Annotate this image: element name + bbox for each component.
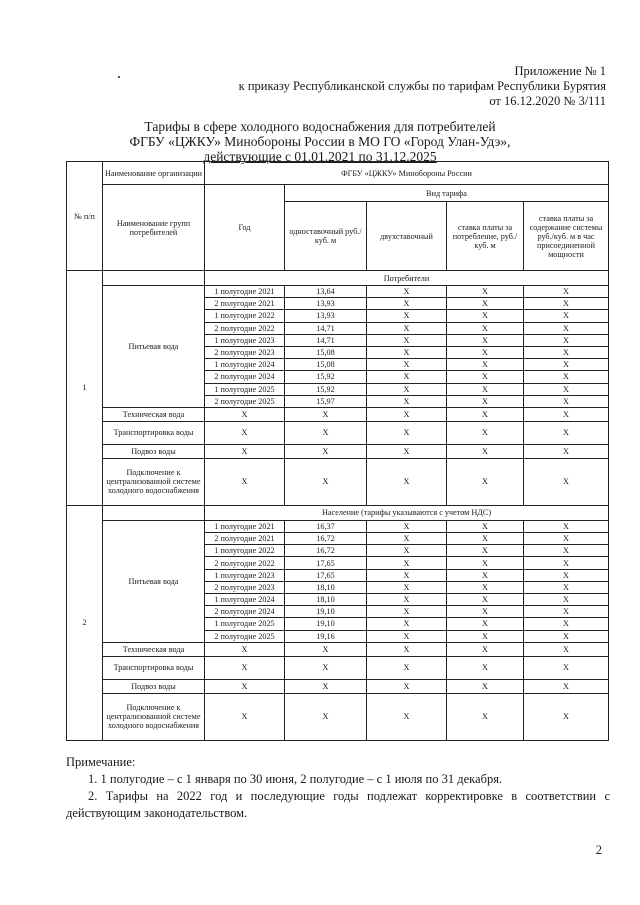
one-rate-value: 16,72 xyxy=(285,533,367,545)
consumption-rate-x: X xyxy=(447,581,524,593)
consumption-rate-x: X xyxy=(447,679,524,693)
capacity-rate-x: X xyxy=(524,383,609,395)
period-cell: 1 полугодие 2023 xyxy=(205,334,285,346)
one-rate-value: 15,08 xyxy=(285,359,367,371)
period-cell: 2 полугодие 2023 xyxy=(205,346,285,358)
year-x: X xyxy=(205,444,285,458)
notes-section xyxy=(66,754,610,822)
consumption-rate-x: X xyxy=(447,693,524,740)
capacity-rate-x: X xyxy=(524,581,609,593)
section-spacer-cell xyxy=(103,271,205,286)
capacity-rate-x: X xyxy=(524,630,609,642)
capacity-rate-x: X xyxy=(524,407,609,421)
service-row xyxy=(67,693,609,740)
capacity-rate-x: X xyxy=(524,545,609,557)
service-name: Подключение к централизованной системе холодного водоснабжения xyxy=(103,458,205,505)
capacity-rate-x: X xyxy=(524,334,609,346)
two-rate-x: X xyxy=(367,286,447,298)
one-rate-x: X xyxy=(285,642,367,656)
title-line-3: действующие с 01.01.2021 по 31.12.2025 xyxy=(203,149,437,164)
header-one-rate: одноставочный руб./ куб. м xyxy=(285,202,367,271)
consumption-rate-x: X xyxy=(447,569,524,581)
two-rate-x: X xyxy=(367,594,447,606)
period-cell: 2 полугодие 2024 xyxy=(205,606,285,618)
period-cell: 2 полугодие 2022 xyxy=(205,557,285,569)
service-row xyxy=(67,458,609,505)
section-number: 2 xyxy=(67,505,103,740)
one-rate-x: X xyxy=(285,421,367,444)
two-rate-x: X xyxy=(367,322,447,334)
one-rate-value: 15,92 xyxy=(285,371,367,383)
page-number: 2 xyxy=(595,843,602,857)
one-rate-value: 14,71 xyxy=(285,334,367,346)
section-spacer-cell xyxy=(103,505,205,520)
year-x: X xyxy=(205,421,285,444)
service-name: Транспортировка воды xyxy=(103,421,205,444)
consumption-rate-x: X xyxy=(447,395,524,407)
section-title-row xyxy=(67,271,609,286)
one-rate-value: 17,65 xyxy=(285,557,367,569)
one-rate-value: 16,37 xyxy=(285,520,367,532)
capacity-rate-x: X xyxy=(524,594,609,606)
appendix-reference xyxy=(239,64,606,109)
header-consumption-rate: ставка платы за потребление, руб./ куб. м xyxy=(447,202,524,271)
consumption-rate-x: X xyxy=(447,594,524,606)
tariff-row xyxy=(67,286,609,298)
capacity-rate-x: X xyxy=(524,569,609,581)
drinking-water-label: Питьевая вода xyxy=(103,286,205,408)
two-rate-x: X xyxy=(367,346,447,358)
period-cell: 1 полугодие 2021 xyxy=(205,286,285,298)
service-row xyxy=(67,656,609,679)
capacity-rate-x: X xyxy=(524,642,609,656)
capacity-rate-x: X xyxy=(524,395,609,407)
capacity-rate-x: X xyxy=(524,606,609,618)
period-cell: 1 полугодие 2023 xyxy=(205,569,285,581)
two-rate-x: X xyxy=(367,533,447,545)
two-rate-x: X xyxy=(367,520,447,532)
consumption-rate-x: X xyxy=(447,533,524,545)
one-rate-value: 15,92 xyxy=(285,383,367,395)
note-1: 1. 1 полугодие – с 1 января по 30 июня, 2 полугодие – с 1 июля по 31 декабря. xyxy=(88,772,503,786)
scan-speck xyxy=(118,76,120,78)
capacity-rate-x: X xyxy=(524,458,609,505)
title-line-2: ФГБУ «ЦЖКУ» Минобороны России в МО ГО «Город Улан-Удэ», xyxy=(129,134,511,149)
two-rate-x: X xyxy=(367,383,447,395)
consumption-rate-x: X xyxy=(447,334,524,346)
service-name: Подключение к централизованной системе холодного водоснабжения xyxy=(103,693,205,740)
period-cell: 2 полугодие 2025 xyxy=(205,395,285,407)
year-x: X xyxy=(205,407,285,421)
document-title xyxy=(90,119,550,164)
two-rate-x: X xyxy=(367,334,447,346)
two-rate-x: X xyxy=(367,630,447,642)
capacity-rate-x: X xyxy=(524,298,609,310)
two-rate-x: X xyxy=(367,407,447,421)
service-row xyxy=(67,642,609,656)
two-rate-x: X xyxy=(367,359,447,371)
one-rate-value: 19,10 xyxy=(285,618,367,630)
one-rate-value: 17,65 xyxy=(285,569,367,581)
one-rate-value: 15,08 xyxy=(285,346,367,358)
capacity-rate-x: X xyxy=(524,346,609,358)
one-rate-value: 14,71 xyxy=(285,322,367,334)
drinking-water-label: Питьевая вода xyxy=(103,520,205,642)
service-row xyxy=(67,421,609,444)
two-rate-x: X xyxy=(367,545,447,557)
two-rate-x: X xyxy=(367,395,447,407)
year-x: X xyxy=(205,679,285,693)
header-organization: Наименование организации xyxy=(103,162,205,185)
header-two-rate: двухставочный xyxy=(367,202,447,271)
consumption-rate-x: X xyxy=(447,310,524,322)
service-name: Техническая вода xyxy=(103,407,205,421)
consumption-rate-x: X xyxy=(447,421,524,444)
consumption-rate-x: X xyxy=(447,606,524,618)
service-name: Подвоз воды xyxy=(103,679,205,693)
one-rate-value: 18,10 xyxy=(285,581,367,593)
two-rate-x: X xyxy=(367,679,447,693)
consumption-rate-x: X xyxy=(447,642,524,656)
period-cell: 1 полугодие 2025 xyxy=(205,618,285,630)
consumption-rate-x: X xyxy=(447,407,524,421)
capacity-rate-x: X xyxy=(524,557,609,569)
two-rate-x: X xyxy=(367,618,447,630)
consumption-rate-x: X xyxy=(447,618,524,630)
capacity-rate-x: X xyxy=(524,520,609,532)
service-name: Транспортировка воды xyxy=(103,656,205,679)
one-rate-value: 13,64 xyxy=(285,286,367,298)
capacity-rate-x: X xyxy=(524,656,609,679)
consumption-rate-x: X xyxy=(447,346,524,358)
appendix-line-1: Приложение № 1 xyxy=(514,64,606,78)
section-number: 1 xyxy=(67,271,103,506)
two-rate-x: X xyxy=(367,458,447,505)
period-cell: 2 полугодие 2023 xyxy=(205,581,285,593)
two-rate-x: X xyxy=(367,444,447,458)
capacity-rate-x: X xyxy=(524,359,609,371)
period-cell: 1 полугодие 2021 xyxy=(205,520,285,532)
note-2: 2. Тарифы на 2022 год и последующие годы подлежат корректировке в соответствии с действующим законодательством. xyxy=(66,789,610,820)
capacity-rate-x: X xyxy=(524,322,609,334)
year-x: X xyxy=(205,642,285,656)
consumption-rate-x: X xyxy=(447,444,524,458)
service-row xyxy=(67,444,609,458)
capacity-rate-x: X xyxy=(524,421,609,444)
header-number: № п/п xyxy=(67,162,103,271)
one-rate-value: 13,93 xyxy=(285,298,367,310)
period-cell: 2 полугодие 2024 xyxy=(205,371,285,383)
capacity-rate-x: X xyxy=(524,618,609,630)
appendix-line-2: к приказу Республиканской службы по тарифам Республики Бурятия xyxy=(238,79,606,93)
header-tariff-kind: Вид тарифа xyxy=(285,185,609,202)
one-rate-x: X xyxy=(285,458,367,505)
two-rate-x: X xyxy=(367,569,447,581)
service-name: Техническая вода xyxy=(103,642,205,656)
title-line-1: Тарифы в сфере холодного водоснабжения для потребителей xyxy=(144,119,496,134)
section-title: Потребители xyxy=(205,271,609,286)
period-cell: 1 полугодие 2024 xyxy=(205,594,285,606)
header-year: Год xyxy=(205,185,285,271)
two-rate-x: X xyxy=(367,298,447,310)
appendix-line-3: от 16.12.2020 № 3/111 xyxy=(489,94,606,108)
header-capacity-rate: ставка платы за содержание системы руб./куб. м в час присоединенной мощности xyxy=(524,202,609,271)
tariff-row xyxy=(67,520,609,532)
service-row xyxy=(67,679,609,693)
period-cell: 2 полугодие 2021 xyxy=(205,533,285,545)
consumption-rate-x: X xyxy=(447,545,524,557)
period-cell: 1 полугодие 2022 xyxy=(205,310,285,322)
header-organization-value: ФГБУ «ЦЖКУ» Минобороны России xyxy=(205,162,609,185)
notes-heading: Примечание: xyxy=(66,755,136,769)
one-rate-x: X xyxy=(285,407,367,421)
capacity-rate-x: X xyxy=(524,286,609,298)
two-rate-x: X xyxy=(367,606,447,618)
one-rate-value: 16,72 xyxy=(285,545,367,557)
consumption-rate-x: X xyxy=(447,322,524,334)
consumption-rate-x: X xyxy=(447,630,524,642)
two-rate-x: X xyxy=(367,642,447,656)
two-rate-x: X xyxy=(367,693,447,740)
year-x: X xyxy=(205,458,285,505)
two-rate-x: X xyxy=(367,557,447,569)
service-row xyxy=(67,407,609,421)
section-title-row xyxy=(67,505,609,520)
period-cell: 1 полугодие 2025 xyxy=(205,383,285,395)
consumption-rate-x: X xyxy=(447,371,524,383)
consumption-rate-x: X xyxy=(447,557,524,569)
one-rate-value: 18,10 xyxy=(285,594,367,606)
consumption-rate-x: X xyxy=(447,298,524,310)
one-rate-value: 19,10 xyxy=(285,606,367,618)
period-cell: 2 полугодие 2025 xyxy=(205,630,285,642)
service-name: Подвоз воды xyxy=(103,444,205,458)
capacity-rate-x: X xyxy=(524,444,609,458)
section-title: Население (тарифы указываются с учетом НДС) xyxy=(205,505,609,520)
capacity-rate-x: X xyxy=(524,310,609,322)
period-cell: 2 полугодие 2022 xyxy=(205,322,285,334)
one-rate-x: X xyxy=(285,656,367,679)
year-x: X xyxy=(205,693,285,740)
one-rate-value: 19,16 xyxy=(285,630,367,642)
consumption-rate-x: X xyxy=(447,520,524,532)
capacity-rate-x: X xyxy=(524,371,609,383)
one-rate-x: X xyxy=(285,444,367,458)
capacity-rate-x: X xyxy=(524,693,609,740)
consumption-rate-x: X xyxy=(447,383,524,395)
two-rate-x: X xyxy=(367,371,447,383)
two-rate-x: X xyxy=(367,656,447,679)
period-cell: 1 полугодие 2024 xyxy=(205,359,285,371)
one-rate-value: 15,97 xyxy=(285,395,367,407)
consumption-rate-x: X xyxy=(447,359,524,371)
header-consumer-groups: Наименование групп потребителей xyxy=(103,185,205,271)
two-rate-x: X xyxy=(367,421,447,444)
consumption-rate-x: X xyxy=(447,286,524,298)
consumption-rate-x: X xyxy=(447,656,524,679)
two-rate-x: X xyxy=(367,310,447,322)
one-rate-x: X xyxy=(285,693,367,740)
consumption-rate-x: X xyxy=(447,458,524,505)
one-rate-value: 13,93 xyxy=(285,310,367,322)
period-cell: 1 полугодие 2022 xyxy=(205,545,285,557)
year-x: X xyxy=(205,656,285,679)
one-rate-x: X xyxy=(285,679,367,693)
capacity-rate-x: X xyxy=(524,533,609,545)
tariff-table xyxy=(66,161,609,741)
period-cell: 2 полугодие 2021 xyxy=(205,298,285,310)
two-rate-x: X xyxy=(367,581,447,593)
capacity-rate-x: X xyxy=(524,679,609,693)
